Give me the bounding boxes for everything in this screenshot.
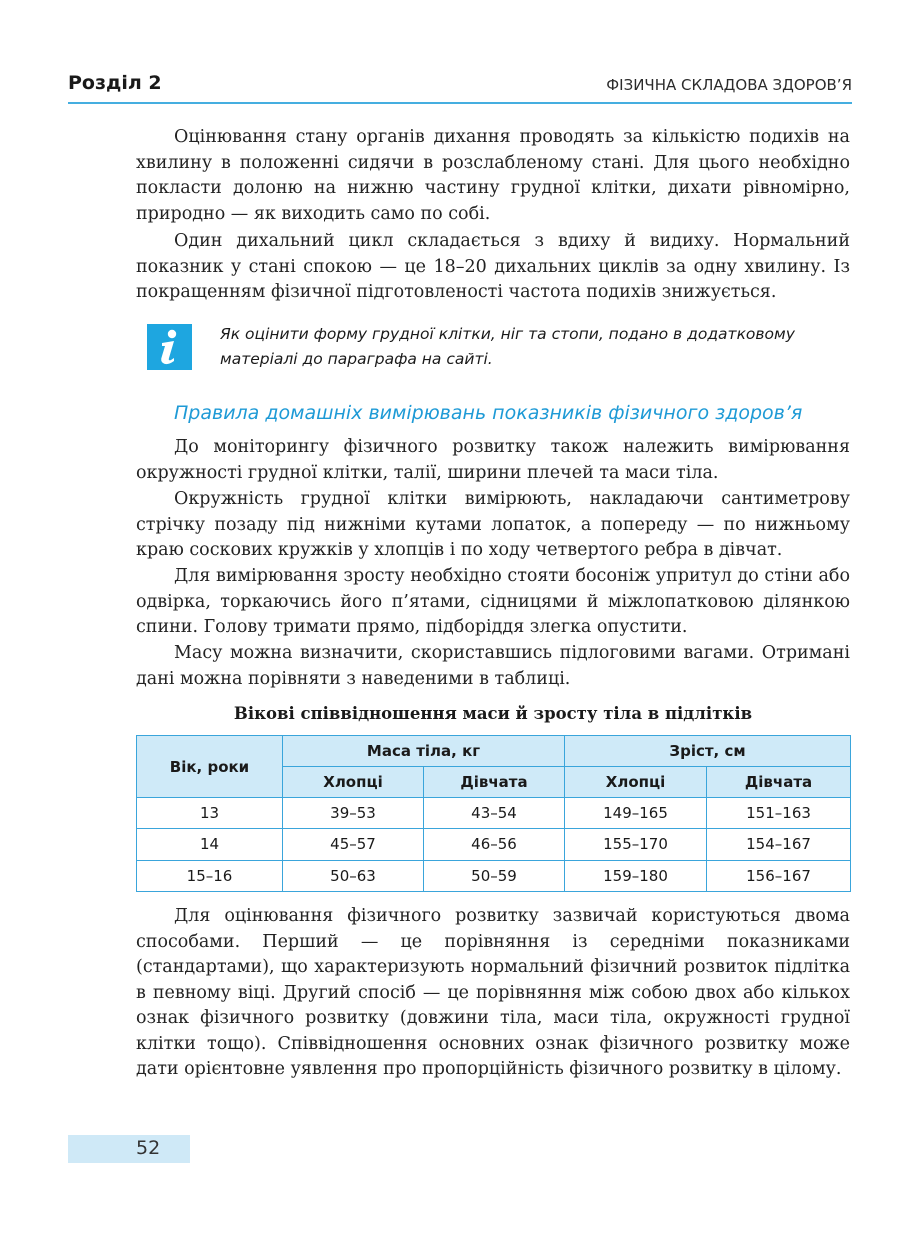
cell-mass-boys: 50–63 [283,860,424,891]
header-mass: Маса тіла, кг [283,736,565,767]
header-height-girls: Дівчата [707,767,851,798]
cell-mass-boys: 39–53 [283,798,424,829]
cell-height-boys: 155–170 [565,829,707,860]
header-height-boys: Хлопці [565,767,707,798]
page-header [68,64,852,104]
paragraph-monitoring: До моніторингу фізичного розвитку також належить вимірювання окружності грудної клітки, талії, ширини плечей та маси тіла. [136,437,850,483]
paragraph-breathing-assessment: Оцінювання стану органів дихання проводять за кількістю подихів на хвилину в положенні сидячи в розслабленому стані. Для цього необхідно покласти долоню на нижню частину грудної клітки, дихати рівномірно, природно — як виходить само по собі. [136,127,850,224]
page-number-box [68,1135,190,1163]
cell-age: 13 [137,798,283,829]
cell-mass-girls: 46–56 [424,829,565,860]
header-mass-girls: Дівчата [424,767,565,798]
header-divider [68,102,852,104]
cell-height-girls: 156–167 [707,860,851,891]
paragraph-height-measurement: Для вимірювання зросту необхідно стояти босоніж упритул до стіни або одвірка, торкаючись його п’ятами, сідницями й міжлопатковою ділянкою спини. Голову тримати прямо, підборіддя злегка опустити. [136,566,850,637]
table-caption: Вікові співвідношення маси й зросту тіла в підлітків [233,704,753,723]
cell-height-boys: 159–180 [565,860,707,891]
paragraph-chest-measurement: Окружність грудної клітки вимірюють, накладаючи сантиметрову стрічку позаду під нижніми кутами лопаток, а попереду — по нижньому краю соскових кружків у хлопців і по ходу четвертого ребра в дівчат. [136,489,850,560]
cell-height-girls: 151–163 [707,798,851,829]
page-number: 52 [136,1137,161,1159]
cell-mass-boys: 45–57 [283,829,424,860]
paragraph-mass-measurement: Масу можна визначити, скориставшись підлоговими вагами. Отримані дані можна порівняти з наведеними в таблиці. [136,643,850,689]
header-mass-boys: Хлопці [283,767,424,798]
info-icon [147,324,192,368]
paragraph-assessment-methods: Для оцінювання фізичного розвитку зазвичай користуються двома способами. Перший — це порівняння із середніми показниками (стандартами), що характеризують нормальний фізичний розвиток підлітка в певному віці. Другий спосіб — це порівняння між собою двох або кількох ознак фізичного розвитку (довжини тіла, маси тіла, окружності грудної клітки тощо). Співвідношення основних ознак фізичного розвитку може дати орієнтовне уявлення про пропорційність фізичного розвитку в цілому. [136,906,850,1079]
cell-mass-girls: 43–54 [424,798,565,829]
header-age: Вік, роки [137,736,283,798]
cell-age: 15–16 [137,860,283,891]
cell-mass-girls: 50–59 [424,860,565,891]
table-row [137,798,851,829]
table-row [137,829,851,860]
cell-height-boys: 149–165 [565,798,707,829]
section-title: Розділ 2 [68,72,162,94]
table-header-row [137,736,851,767]
info-note: Як оцінити форму грудної клітки, ніг та стопи, подано в додатковому матеріалі до параграфа на сайті. [220,325,795,368]
paragraph-breathing-cycle: Один дихальний цикл складається з вдиху й видиху. Нормальний показник у стані спокою — це 18–20 дихальних циклів за одну хвилину. Із покращенням фізичної підготовленості частота подихів знижується. [136,231,850,302]
table-row [137,860,851,891]
header-height: Зріст, см [565,736,851,767]
age-mass-height-table [136,735,851,892]
cell-height-girls: 154–167 [707,829,851,860]
chapter-title: ФІЗИЧНА СКЛАДОВА ЗДОРОВ’Я [606,76,852,94]
section-subheading: Правила домашніх вимірювань показників фізичного здоров’я [174,402,803,424]
cell-age: 14 [137,829,283,860]
